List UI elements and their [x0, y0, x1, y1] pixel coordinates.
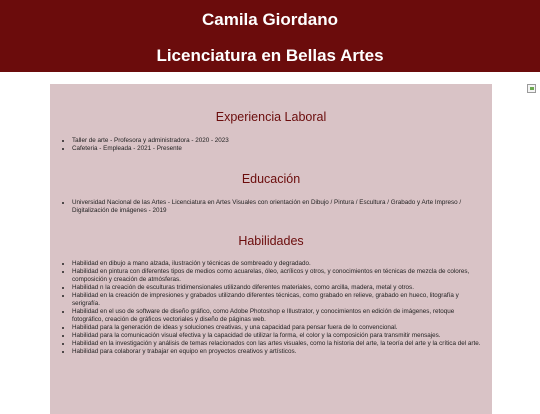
- skills-list: [50, 260, 484, 356]
- broken-image-icon: [527, 84, 536, 93]
- list-item: • Habilidad para la generación de ideas y soluciones creativas, y una capacidad para pensar fuera de lo convencional.: [72, 324, 484, 332]
- list-item: • Habilidad en pintura con diferentes tipos de medios como acuarelas, óleo, acrílicos y otros, y conocimientos en técnicas de mezcla de colores, composición y creación de atmósferas.: [72, 268, 484, 284]
- list-item: • Habilidad n la creación de esculturas tridimensionales utilizando diferentes materiales, como arcilla, madera, metal y otros.: [72, 284, 484, 292]
- list-item: • Habilidad para colaborar y trabajar en equipo en proyectos creativos y artísticos.: [72, 348, 484, 356]
- list-item: • Habilidad en la investigación y análisis de temas relacionados con las artes visuales, como la historia del arte, la teoría del arte y la crítica del arte.: [72, 340, 484, 348]
- person-name: Camila Giordano: [201, 10, 339, 29]
- experience-list: [50, 137, 484, 153]
- list-item: • Habilidad en dibujo a mano alzada, ilustración y técnicas de sombreado y degradado.: [72, 260, 484, 268]
- list-item: • Taller de arte - Profesora y administradora - 2020 - 2023: [72, 137, 484, 145]
- experience-heading: Experiencia Laboral: [215, 110, 327, 124]
- resume-card: [50, 84, 492, 414]
- list-item: • Habilidad en la creación de impresiones y grabados utilizando diferentes técnicas, como grabado en relieve, grabado en hueco, litografía y serigrafía.: [72, 292, 484, 308]
- education-heading: Educación: [241, 172, 301, 186]
- list-item: • Habilidad en el uso de software de diseño gráfico, como Adobe Photoshop e Illustrator, y conocimientos en edición de imágenes, retoque fotográfico, creación de gráficos vectoriales y diseño de páginas web.: [72, 308, 484, 324]
- education-list: [50, 199, 484, 215]
- list-item: • Universidad Nacional de las Artes - Licenciatura en Artes Visuales con orientación en Dibujo / Pintura / Escultura / Grabado y Arte Impreso / Digitalización de imágenes - 2019: [72, 199, 484, 215]
- list-item: • Cafeteria - Empleada - 2021 - Presente: [72, 145, 484, 153]
- page-header: [0, 0, 540, 72]
- list-item: • Habilidad para la comunicación visual efectiva y la capacidad de utilizar la forma, el color y la composición para transmitir mensajes.: [72, 332, 484, 340]
- degree-title: Licenciatura en Bellas Artes: [156, 46, 384, 65]
- skills-heading: Habilidades: [238, 234, 304, 248]
